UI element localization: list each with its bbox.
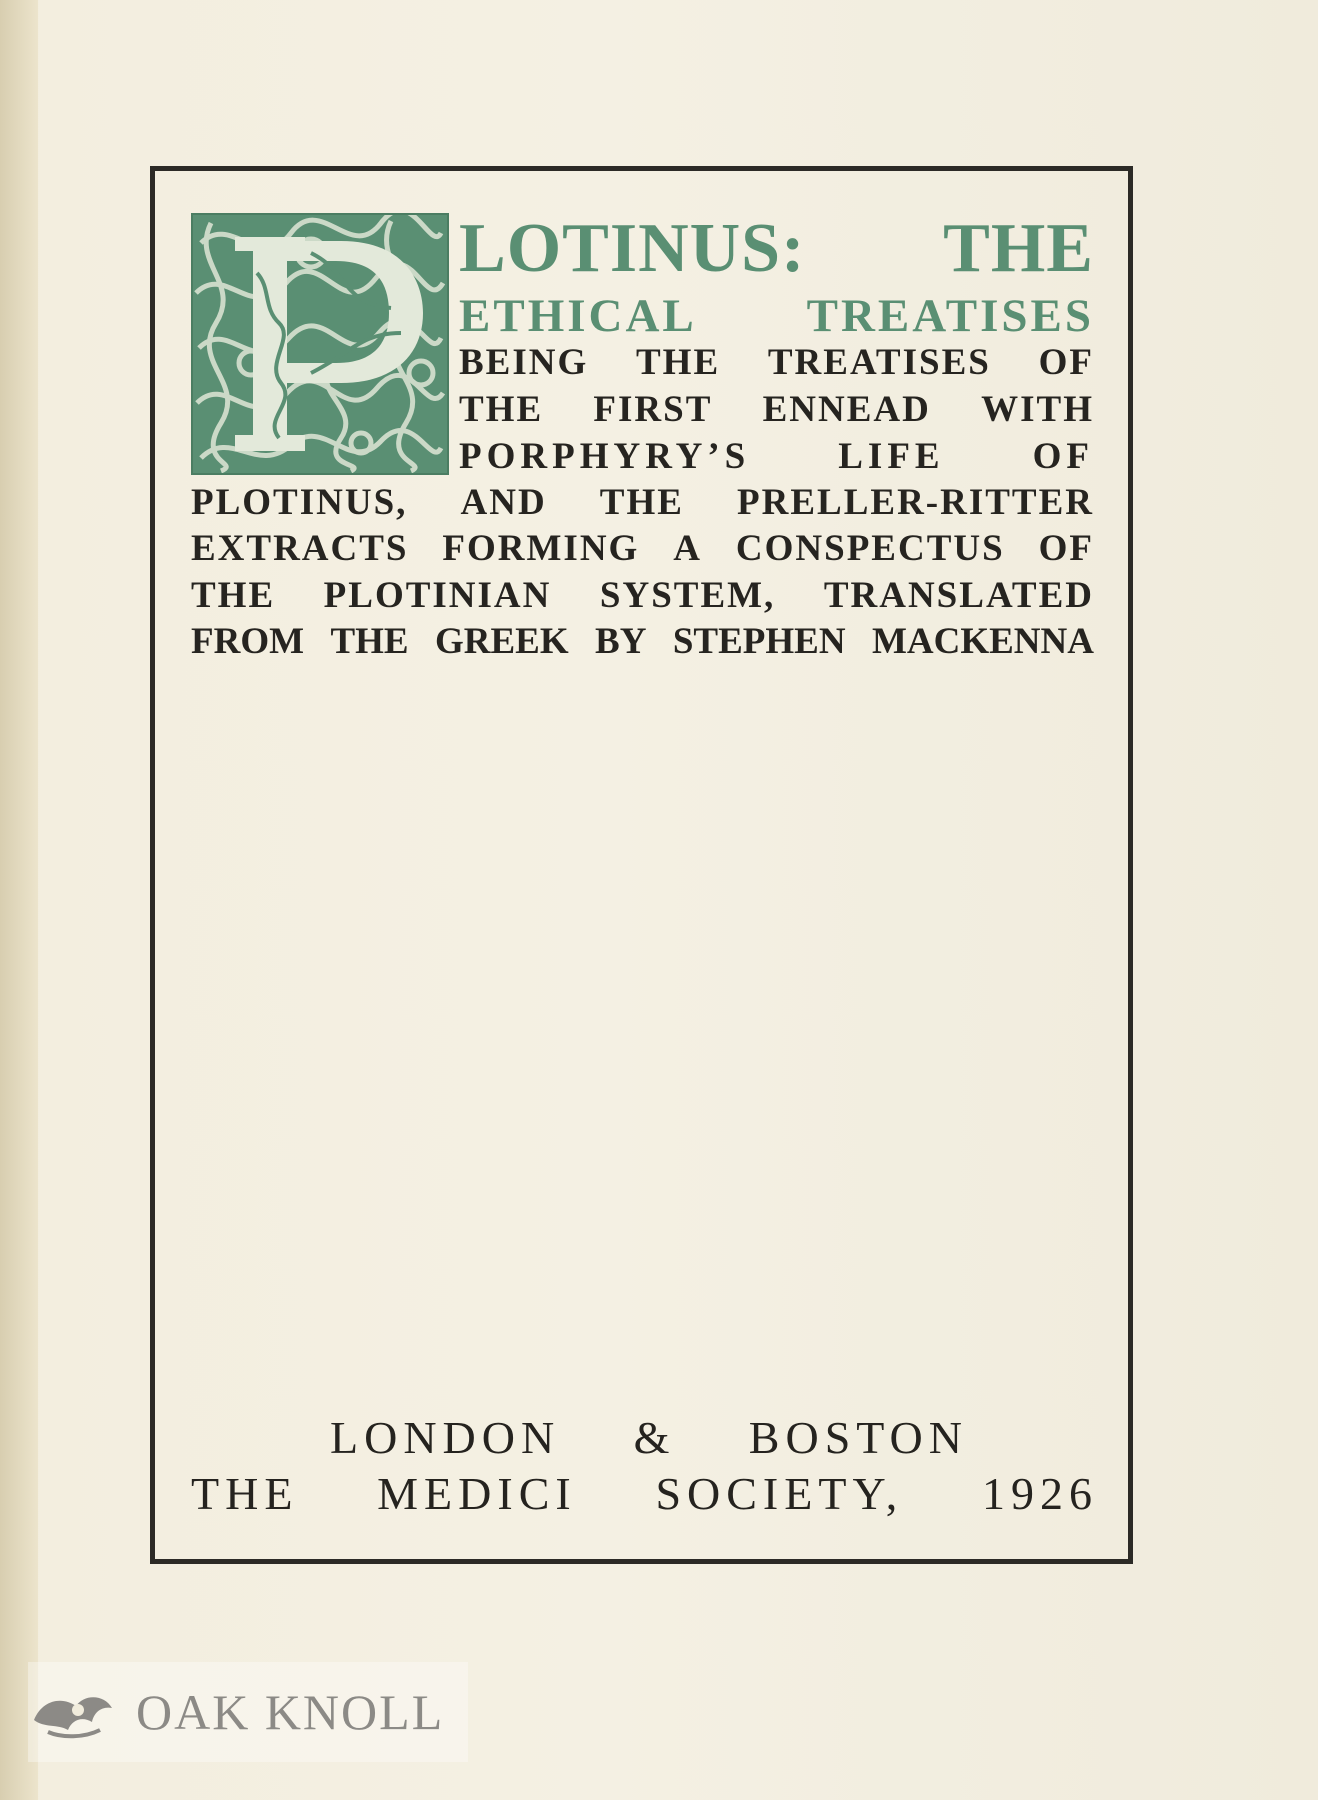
subtitle-line-1 xyxy=(459,341,1094,384)
title-word: TREATISES xyxy=(806,290,1094,342)
subtitle-line-3 xyxy=(459,435,1094,478)
subtitle-word: AND xyxy=(460,482,547,523)
subtitle-word: CONSPECTUS xyxy=(735,528,1005,569)
subtitle-word: THE xyxy=(191,575,276,616)
subtitle-word: STEPHEN xyxy=(672,621,846,662)
subtitle-word: PLOTINUS, xyxy=(191,482,408,523)
decorated-initial-p xyxy=(191,213,449,475)
subtitle-word: SYSTEM, xyxy=(599,575,776,616)
subtitle-word: PLOTINIAN xyxy=(323,575,552,616)
oak-knoll-logo-icon xyxy=(28,1680,118,1744)
subtitle-word: PORPHYRY’S xyxy=(459,436,751,477)
subtitle-word: FROM xyxy=(191,621,305,662)
title-word: LOTINUS: xyxy=(459,210,806,287)
subtitle-line-4 xyxy=(191,481,1094,524)
imprint-publisher xyxy=(191,1467,1098,1520)
subtitle-word: PRELLER-RITTER xyxy=(737,482,1094,523)
subtitle-word: ENNEAD xyxy=(762,389,931,430)
subtitle-line-6 xyxy=(191,574,1094,617)
subtitle-word: OF xyxy=(1038,528,1094,569)
subtitle-word: MACKENNA xyxy=(871,621,1094,662)
decorated-initial-p-icon xyxy=(191,213,449,475)
subtitle-word: TREATISES xyxy=(767,342,991,383)
oak-knoll-watermark xyxy=(28,1662,468,1762)
subtitle-word: EXTRACTS xyxy=(191,528,409,569)
subtitle-word: WITH xyxy=(981,389,1094,430)
subtitle-word: OF xyxy=(1038,342,1094,383)
subtitle-line-7 xyxy=(191,620,1094,663)
watermark-text: OAK KNOLL xyxy=(136,1684,445,1740)
subtitle-line-2 xyxy=(459,388,1094,431)
subtitle-word: GREEK xyxy=(434,621,569,662)
imprint-word: LONDON xyxy=(330,1412,561,1463)
imprint-word: & xyxy=(633,1412,676,1463)
imprint-word: THE xyxy=(191,1468,299,1519)
subtitle-word: FORMING xyxy=(442,528,640,569)
title-page-frame xyxy=(150,166,1133,1564)
imprint-place xyxy=(330,1411,968,1464)
subtitle-line-5 xyxy=(191,527,1094,570)
subtitle-word: BEING xyxy=(459,342,589,383)
imprint-word: 1926 xyxy=(981,1468,1098,1519)
subtitle-word: THE xyxy=(459,389,544,430)
subtitle-word: THE xyxy=(636,342,721,383)
subtitle-word: FIRST xyxy=(593,389,713,430)
imprint-word: SOCIETY, xyxy=(655,1468,904,1519)
subtitle-word: BY xyxy=(595,621,647,662)
subtitle-word: THE xyxy=(599,482,684,523)
page-gutter xyxy=(0,0,38,1800)
title-line-1 xyxy=(459,209,1094,289)
title-word: ETHICAL xyxy=(459,290,697,342)
subtitle-word: A xyxy=(673,528,702,569)
subtitle-word: THE xyxy=(330,621,409,662)
title-word: THE xyxy=(943,210,1094,287)
imprint-word: MEDICI xyxy=(377,1468,577,1519)
subtitle-word: TRANSLATED xyxy=(823,575,1094,616)
imprint-word: BOSTON xyxy=(748,1412,968,1463)
subtitle-word: OF xyxy=(1032,436,1094,477)
title-line-2 xyxy=(459,289,1094,343)
subtitle-word: LIFE xyxy=(838,436,945,477)
